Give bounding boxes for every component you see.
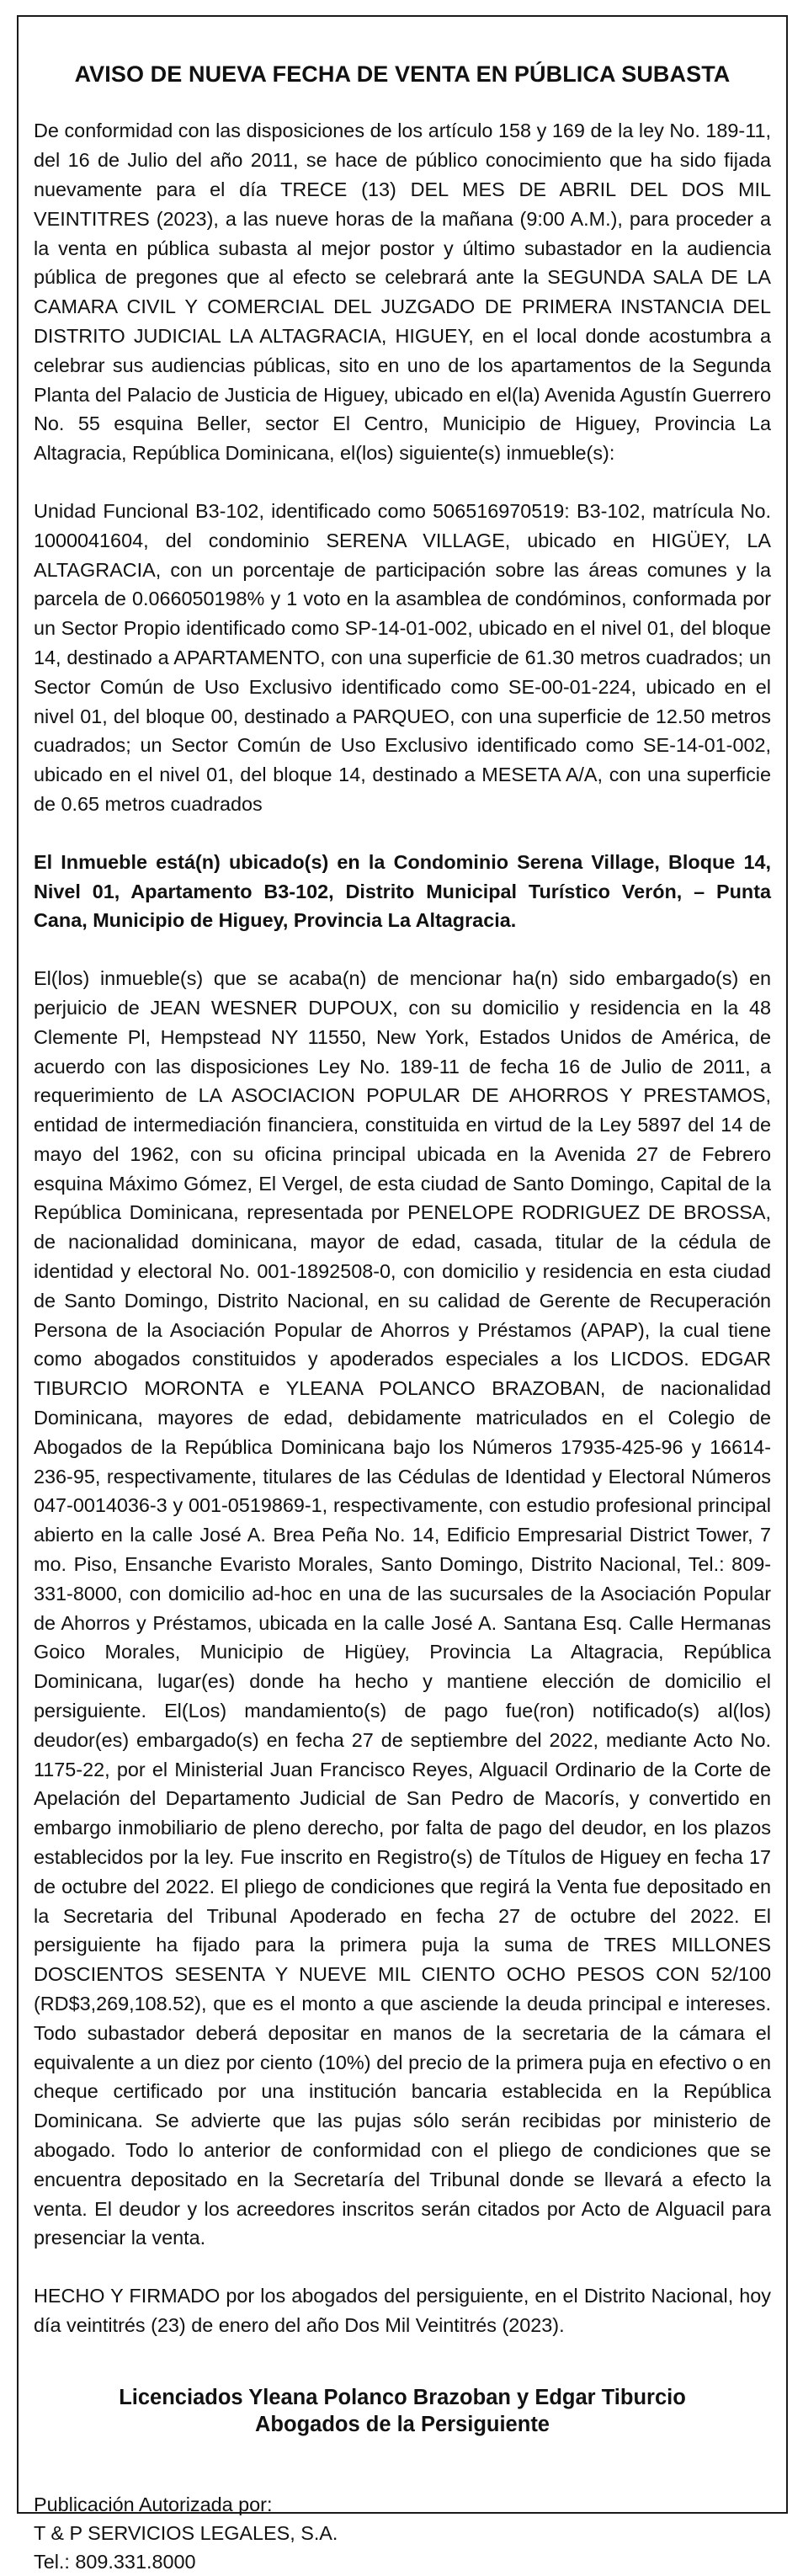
footer-company: T & P SERVICIOS LEGALES, S.A. xyxy=(34,2521,338,2544)
signature-block xyxy=(34,2384,771,2438)
publication-footer xyxy=(34,2490,771,2576)
notice-title: AVISO DE NUEVA FECHA DE VENTA EN PÚBLICA SUBASTA xyxy=(74,61,731,87)
footer-authorized-label: Publicación Autorizada por: xyxy=(34,2493,273,2515)
property-location-paragraph: El Inmueble está(n) ubicado(s) en la Condominio Serena Village, Bloque 14, Nivel 01, Apartamento B3-102, Distrito Municipal Turístico Verón, – Punta Cana, Municipio de Higuey, Provincia La Altagracia. xyxy=(34,850,771,932)
signature-names: Licenciados Yleana Polanco Brazoban y Edgar Tiburcio xyxy=(119,2385,686,2409)
footer-phone: Tel.: 809.331.8000 xyxy=(34,2550,196,2573)
seizure-details-paragraph: El(los) inmueble(s) que se acaba(n) de mencionar ha(n) sido embargado(s) en perjuicio de JEAN WESNER DUPOUX, con su domicilio y residencia en la 48 Clemente Pl, Hempstead NY 11550, New York, Estados Unidos de América, de acuerdo con las disposiciones Ley No. 189-11 de fecha 16 de Julio de 2011, a requerimiento de LA ASOCIACION POPULAR DE AHORROS Y PRESTAMOS, entidad de intermediación financiera, constituida en virtud de la Ley 5897 del 14 de mayo del 1962, con su oficina principal ubicada en la Avenida 27 de Febrero esquina Máximo Gómez, El Vergel, de esta ciudad de Santo Domingo, Capital de la República Dominicana, representada por PENELOPE RODRIGUEZ DE BROSSA, de nacionalidad dominicana, mayor de edad, casada, titular de la cédula de identidad y electoral No. 001-1892508-0, con domicilio y residencia en esta ciudad de Santo Domingo, Distrito Nacional, en su calidad de Gerente de Recuperación Persona de la Asociación Popular de Ahorros y Préstamos (APAP), la cual tiene como abogados constituidos y apoderados especiales a los LICDOS. EDGAR TIBURCIO MORONTA e YLEANA POLANCO BRAZOBAN, de nacionalidad Dominicana, mayores de edad, debidamente matriculados en el Colegio de Abogados de la República Dominicana bajo los Números 17935-425-96 y 16614-236-95, respectivamente, titulares de las Cédulas de Identidad y Electoral Números 047-0014036-3 y 001-0519869-1, respectivamente, con estudio profesional principal abierto en la calle José A. Brea Peña No. 14, Edificio Empresarial District Tower, 7 mo. Piso, Ensanche Evaristo Morales, Santo Domingo, Distrito Nacional, Tel.: 809-331-8000, con domicilio ad-hoc en una de las sucursales de la Asociación Popular de Ahorros y Préstamos, ubicada en la calle José A. Santana Esq. Calle Hermanas Goico Morales, Municipio de Higüey, Provincia La Altagracia, República Dominicana, lugar(es) donde ha hecho y mantiene elección de domicilio el persiguiente. El(Los) mandamiento(s) de pago fue(ron) notificado(s) al(los) deudor(es) embargado(s) en fecha 27 de septiembre del 2022, mediante Acto No. 1175-22, por el Ministerial Juan Francisco Reyes, Alguacil Ordinario de la Corte de Apelación del Departamento Judicial de San Pedro de Macorís, y convertido en embargo inmobiliario de pleno derecho, por falta de pago del deudor, en los plazos establecidos por la ley. Fue inscrito en Registro(s) de Títulos de Higuey en fecha 17 de octubre del 2022. El pliego de condiciones que regirá la Venta fue depositado en la Secretaria del Tribunal Apoderado en fecha 27 de octubre del 2022. El persiguiente ha fijado para la primera puja la suma de TRES MILLONES DOSCIENTOS SESENTA Y NUEVE MIL CIENTO OCHO PESOS CON 52/100 (RD$3,269,108.52), que es el monto a que asciende la deuda principal e intereses. Todo subastador deberá depositar en manos de la secretaria de la cámara el equivalente a un diez por ciento (10%) del precio de la primera puja en efectivo o en cheque certificado por una institución bancaria establecida en la República Dominicana. Se advierte que las pujas sólo serán recibidas por ministerio de abogado. Todo lo anterior de conformidad con el pliego de condiciones que se encuentra depositado en la Secretaría del Tribunal donde se llevará a efecto la venta. El deudor y los acreedores inscritos serán citados por Acto de Alguacil para presenciar la venta. xyxy=(34,967,771,2249)
signed-date-paragraph: HECHO Y FIRMADO por los abogados del persiguiente, en el Distrito Nacional, hoy día veintitrés (23) de enero del año Dos Mil Veintitrés (2023). xyxy=(34,2285,771,2336)
intro-paragraph: De conformidad con las disposiciones de los artículo 158 y 169 de la ley No. 189-11, del 16 de Julio del año 2011, se hace de público conocimiento que ha sido fijada nuevamente para el día TRECE (13) DEL MES DE ABRIL DEL DOS MIL VEINTITRES (2023), a las nueve horas de la mañana (9:00 A.M.), para proceder a la venta en pública subasta al mejor postor y último subastador en la audiencia pública de pregones que al efecto se celebrará ante la SEGUNDA SALA DE LA CAMARA CIVIL Y COMERCIAL DEL JUZGADO DE PRIMERA INSTANCIA DEL DISTRITO JUDICIAL LA ALTAGRACIA, HIGUEY, en el local donde acostumbra a celebrar sus audiencias públicas, sito en uno de los apartamentos de la Segunda Planta del Palacio de Justicia de Higuey, ubicado en el(la) Avenida Agustín Guerrero No. 55 esquina Beller, sector El Centro, Municipio de Higuey, Provincia La Altagracia, República Dominicana, el(los) siguiente(s) inmueble(s): xyxy=(34,120,771,465)
legal-notice xyxy=(17,15,788,2573)
property-description-paragraph: Unidad Funcional B3-102, identificado como 506516970519: B3-102, matrícula No. 1000041604, del condominio SERENA VILLAGE, ubicado en HIGÜEY, LA ALTAGRACIA, con un porcentaje de participación sobre las áreas comunes y la parcela de 0.066050198% y 1 voto en la asamblea de condóminos, conformada por un Sector Propio identificado como SP-14-01-002, ubicado en el nivel 01, del bloque 14, destinado a APARTAMENTO, con una superficie de 61.30 metros cuadrados; un Sector Común de Uso Exclusivo identificado como SE-00-01-224, ubicado en el nivel 01, del bloque 00, destinado a PARQUEO, con una superficie de 12.50 metros cuadrados; un Sector Común de Uso Exclusivo identificado como SE-14-01-002, ubicado en el nivel 01, del bloque 14, destinado a MESETA A/A, con una superficie de 0.65 metros cuadrados xyxy=(34,499,771,815)
signature-role: Abogados de la Persiguiente xyxy=(255,2412,550,2436)
